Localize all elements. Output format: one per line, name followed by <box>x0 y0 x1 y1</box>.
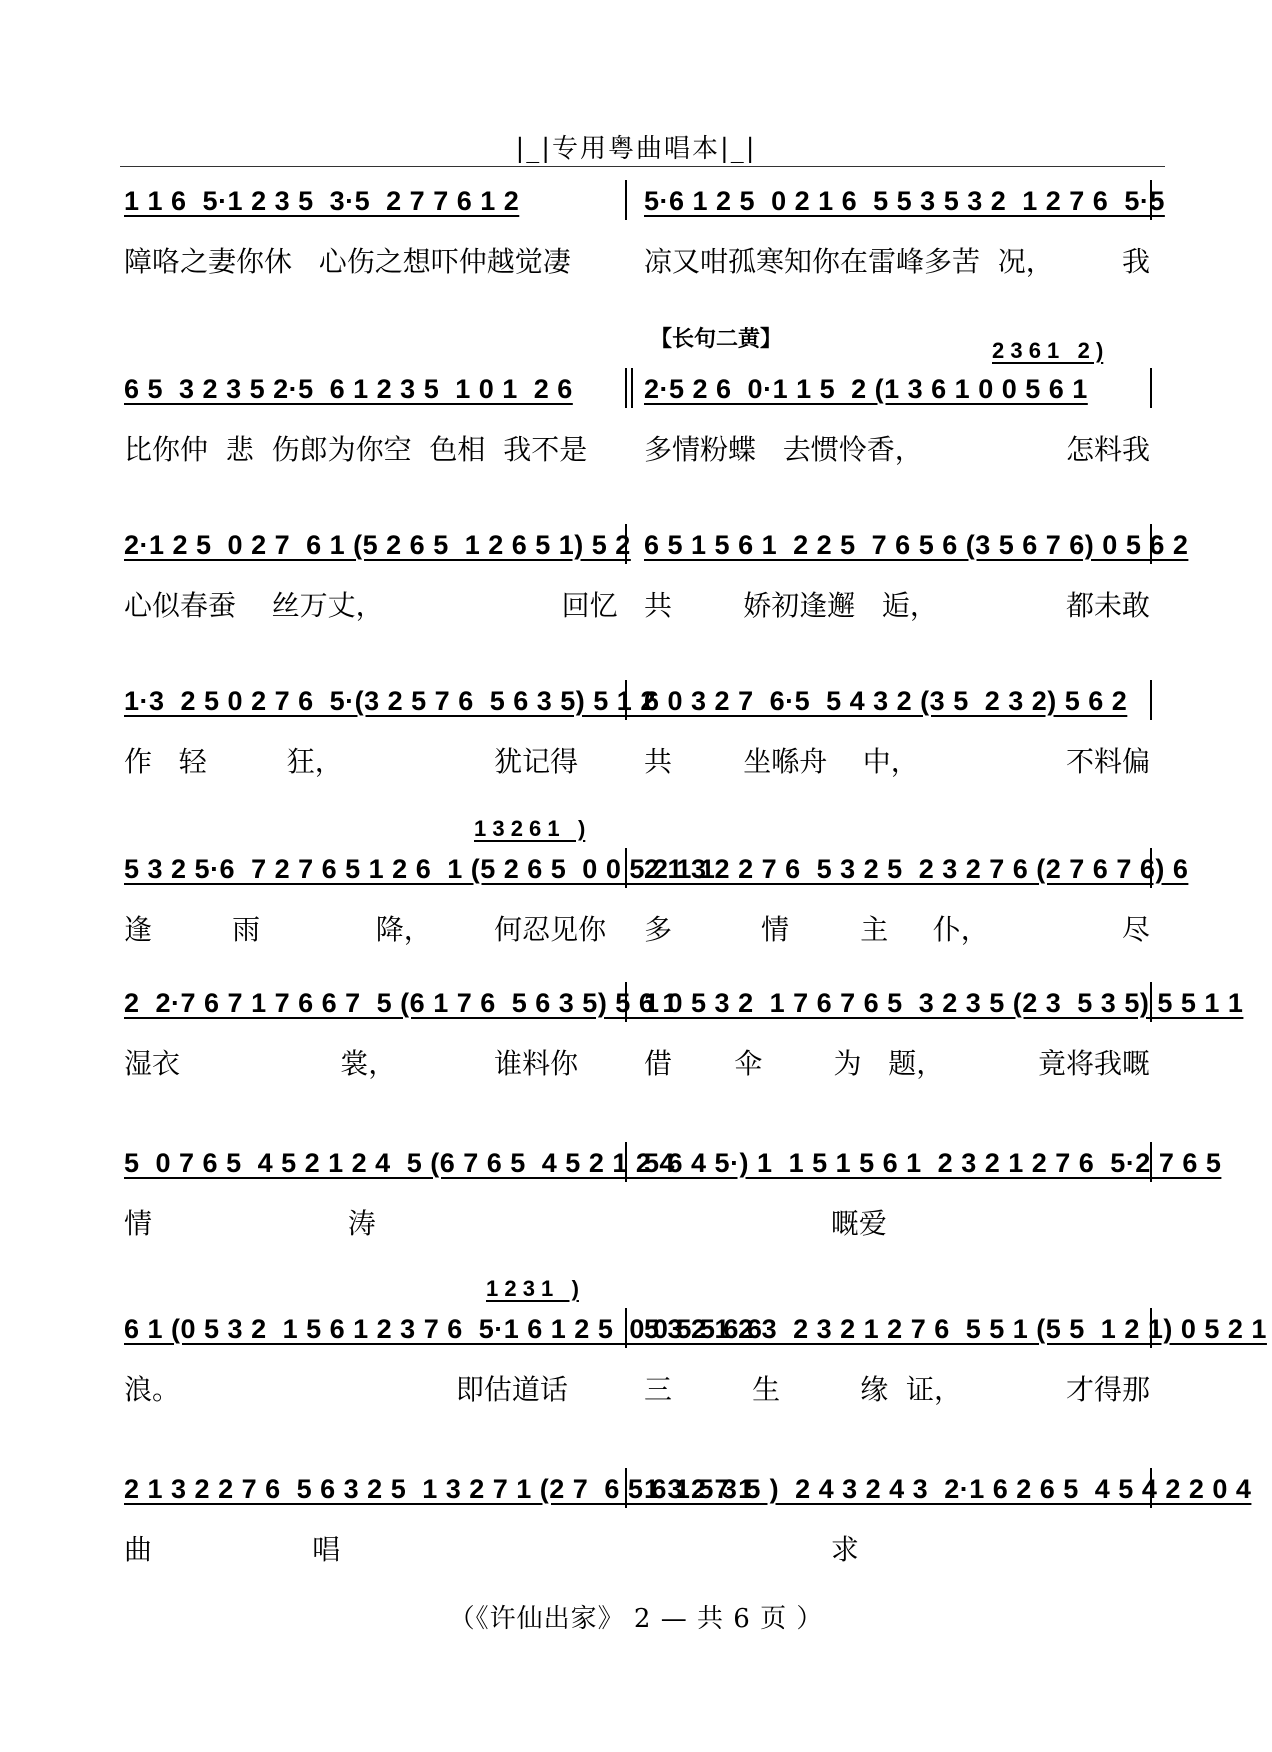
lyric-end: 才得那 <box>1065 1373 1150 1406</box>
lyric-left: 逢 雨 降， 何忍见你 <box>124 913 607 946</box>
lyric-right: 共 坐喺舟 中， <box>644 745 919 778</box>
barline <box>1150 180 1152 220</box>
barline <box>1150 982 1152 1022</box>
lyric-left: 障咯之妻你休 心伤之想吓仲越觉凄 <box>124 245 571 278</box>
notation-row <box>120 522 1189 568</box>
lyrics-row <box>120 1042 1160 1082</box>
notation-left: 5 3 2 5·6 7 2 7 6 5 1 2 6 1 (5 2 6 5 0 0 5 2 1 1 <box>124 853 716 884</box>
lyric-end: 竟将我嘅 <box>1037 1047 1150 1080</box>
notation-left: 5 0 7 6 5 4 5 2 1 2 4 5 (6 7 6 5 4 5 2 1 2 4 <box>124 1147 675 1178</box>
lyrics-row <box>120 908 1160 948</box>
notation-variant: 1 2 3 1 ) <box>486 1276 579 1301</box>
score-system-1 <box>120 178 1165 308</box>
barline <box>1150 368 1152 408</box>
notation-left: 1 1 6 5·1 2 3 5 3·5 2 7 7 6 1 2 <box>124 185 520 216</box>
notation-row <box>120 846 1189 892</box>
notation-row <box>120 980 1244 1026</box>
lyric-right: 三 生 缘 证， <box>644 1373 963 1406</box>
notation-right: 5·6 1 2 5 0 2 1 6 5 5 3 5 3 2 1 2 7 6 5·5 <box>644 185 1165 216</box>
score-system-5 <box>120 816 1189 976</box>
barline <box>625 524 627 564</box>
barline <box>1150 1468 1152 1508</box>
lyric-right: 多情粉蝶 去惯怜香， <box>644 433 923 466</box>
lyric-left: 作 轻 狂， 犹记得 <box>124 745 579 778</box>
notation-left: 2 1 3 2 2 7 6 5 6 3 2 5 1 3 2 7 1 (2 7 6 5 6 1 5 3 5 <box>124 1473 761 1504</box>
notation-right: 5 6 4 5·) 1 1 5 1 5 6 1 2 3 2 1 2 7 6 5·2 7 6 5 <box>644 1147 1222 1178</box>
lyric-end: 不料偏 <box>1065 745 1150 778</box>
notation-row <box>120 1466 1252 1512</box>
lyric-end: 尽 <box>1121 913 1150 946</box>
lyric-left: 心似春蚕 丝万丈， 回忆 <box>124 589 618 622</box>
notation-left: 2 2·7 6 7 1 7 6 6 7 5 (6 1 7 6 5 6 3 5) 5 6 1 <box>124 987 678 1018</box>
lyric-left: 比你仲 悲 伤郎为你空 色相 我不是 <box>124 433 588 466</box>
lyric-right: 嘅爱 <box>644 1207 887 1240</box>
lyrics-row <box>120 240 1160 280</box>
notation-row <box>120 1306 1267 1352</box>
notation-right: 1 3 2 7 1 ) 2 4 3 2 4 3 2·1 6 2 6 5 4 5 4 2 2 0 4 <box>644 1473 1252 1504</box>
lyric-right: 多 情 主 仆， <box>644 913 989 946</box>
lyric-right: 凉又咁孤寒知你在雷峰多苦 况， <box>644 245 1054 278</box>
notation-row <box>120 366 1160 412</box>
barline <box>625 982 627 1022</box>
notation-left: 6 1 (0 5 3 2 1 5 6 1 2 3 7 6 5·1 6 1 2 5 0 0 5 5 6 6 <box>124 1313 763 1344</box>
notation-left: 6 5 3 2 3 5 2·5 6 1 2 3 5 1 0 1 2 6 <box>124 373 573 404</box>
notation-row <box>120 1140 1222 1186</box>
section-label: 【长句二黄】 <box>650 326 783 352</box>
score-system-8 <box>120 1276 1267 1436</box>
page-footer: （《许仙出家》 2 — 共 6 页 ） <box>448 1604 824 1634</box>
barline <box>625 180 627 220</box>
lyric-left: 浪。 即估道话 <box>124 1373 568 1406</box>
barline <box>1150 1308 1152 1348</box>
lyric-left: 情 涛 <box>124 1207 376 1240</box>
notation-left: 2·1 2 5 0 2 7 6 1 (5 2 6 5 1 2 6 5 1) 5 2 <box>124 529 631 560</box>
lyric-end: 我 <box>1121 245 1150 278</box>
notation-right: 1 0 5 3 2 1 7 6 7 6 5 3 2 3 5 (2 3 5 3 5) 5 5 1 1 <box>644 987 1244 1018</box>
barline <box>625 1142 627 1182</box>
notation-right: 5 3 2 1 2 3 2 3 2 1 2 7 6 5 5 1 (5 5 1 2 1) 0 5 2 1 <box>644 1313 1267 1344</box>
lyric-left: 湿衣 裳， 谁料你 <box>124 1047 579 1080</box>
barline <box>1150 848 1152 888</box>
barline <box>625 1308 627 1348</box>
score-system-4 <box>120 678 1160 808</box>
lyrics-row <box>120 584 1160 624</box>
double-barline <box>625 368 627 408</box>
notation-left: 1·3 2 5 0 2 7 6 5·(3 2 5 7 6 5 6 3 5) 5 1 2 <box>124 685 656 716</box>
lyric-end: 怎料我 <box>1065 433 1150 466</box>
lyrics-row <box>120 1202 1160 1242</box>
barline <box>1150 680 1152 720</box>
lyric-end: 都未敢 <box>1065 589 1150 622</box>
notation-variant: 2 3 6 1 2 ) <box>992 338 1104 363</box>
page-header: |_|专用粤曲唱本|_| <box>515 134 757 164</box>
barline <box>625 680 627 720</box>
barline <box>1150 1142 1152 1182</box>
lyrics-row <box>120 1528 1160 1568</box>
score-system-6 <box>120 980 1244 1110</box>
notation-right: 6 0 3 2 7 6·5 5 4 3 2 (3 5 2 3 2) 5 6 2 <box>644 685 1128 716</box>
notation-variant: 1 3 2 6 1 ) <box>474 816 586 841</box>
score-system-3 <box>120 522 1189 652</box>
lyric-left: 曲 唱 <box>124 1533 341 1566</box>
lyric-right: 借 伞 为 题， <box>644 1047 945 1080</box>
barline <box>1150 524 1152 564</box>
notation-row <box>120 678 1160 724</box>
lyric-right: 求 <box>644 1533 859 1566</box>
score-system-9 <box>120 1466 1252 1596</box>
lyrics-row <box>120 740 1160 780</box>
notation-right: 2 1 3 2 2 7 6 5 3 2 5 2 3 2 7 6 (2 7 6 7 6) 6 <box>644 853 1189 884</box>
notation-right: 2·5 2 6 0·1 1 5 2 (1 3 6 1 0 0 5 6 1 <box>644 373 1088 404</box>
lyric-right: 共 娇初逢邂 逅， <box>644 589 938 622</box>
notation-right: 6 5 1 5 6 1 2 2 5 7 6 5 6 (3 5 6 7 6) 0 5 6 2 <box>644 529 1189 560</box>
header-rule <box>120 166 1165 167</box>
notation-row <box>120 178 1165 224</box>
barline <box>625 1468 627 1508</box>
score-system-7 <box>120 1140 1222 1270</box>
lyrics-row <box>120 1368 1160 1408</box>
barline <box>625 848 627 888</box>
lyrics-row <box>120 428 1160 468</box>
